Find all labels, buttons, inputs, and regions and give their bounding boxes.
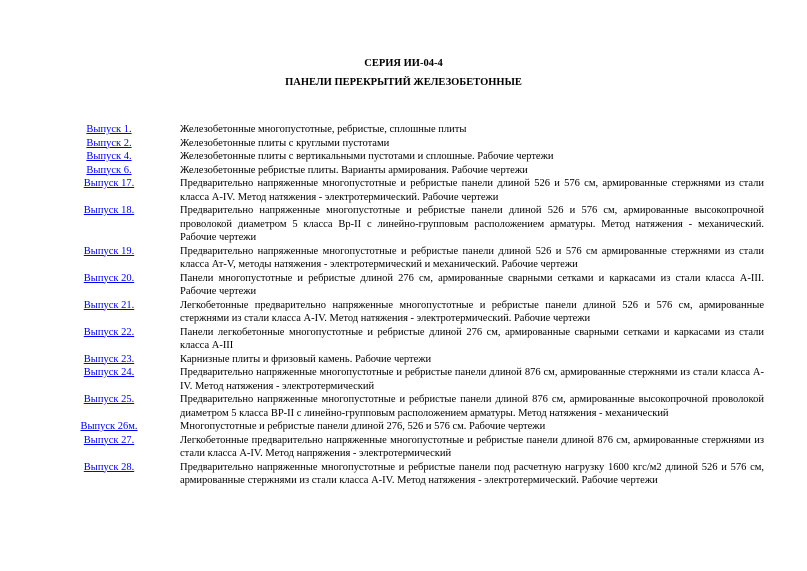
issue-description: Предварительно напряженные многопустотные и ребристые панели длиной 526 и 576 см, армированные стержнями из стали класса А-IV. Метод натяжения - электротермический. Рабочие чертежи: [180, 178, 764, 203]
issue-description: Железобетонные ребристые плиты. Варианты армирования. Рабочие чертежи: [180, 164, 528, 176]
list-item: [74, 164, 764, 178]
issue-description: Железобетонные многопустотные, ребристые, сплошные плиты: [180, 124, 467, 135]
issue-link-28[interactable]: Выпуск 28.: [83, 461, 135, 473]
issue-link-2[interactable]: Выпуск 2.: [86, 137, 132, 149]
list-item: [74, 245, 764, 272]
issue-link-19[interactable]: Выпуск 19.: [83, 245, 135, 257]
list-item: [74, 393, 764, 420]
issue-description: Карнизные плиты и фризовый камень. Рабочие чертежи: [180, 353, 432, 365]
issue-description: Панели многопустотные и ребристые длиной 276 см, армированные сварными сетками и каркасами из стали класса А-III. Рабочие чертежи: [180, 272, 764, 297]
list-item: [74, 420, 764, 434]
issue-description: Железобетонные плиты с круглыми пустотами: [180, 137, 390, 149]
issue-list: [74, 123, 764, 488]
issue-link-1[interactable]: Выпуск 1.: [86, 124, 132, 135]
list-item: [74, 326, 764, 353]
list-item: [74, 204, 764, 245]
list-item: [74, 272, 764, 299]
issue-link-27[interactable]: Выпуск 27.: [83, 434, 135, 446]
issue-description: Панели легкобетонные многопустотные и ребристые длиной 276 см, армированные сварными сетками и каркасами из стали класса А-III: [180, 326, 764, 351]
list-item: [74, 137, 764, 151]
issue-description: Предварительно напряженные многопустотные и ребристые панели длиной 876 см, армированные стержнями из стали класса А-IV. Метод натяжения - электротермический: [180, 367, 764, 392]
series-subtitle: ПАНЕЛИ ПЕРЕКРЫТИЙ ЖЕЛЕЗОБЕТОННЫЕ: [285, 77, 522, 88]
issue-description: Предварительно напряженные многопустотные и ребристые панели длиной 526 и 576 см армированные стержнями из стали класса Ат-V, методы натяжения - электротермический и механический. Рабочие чертежи: [180, 245, 764, 270]
issue-link-22[interactable]: Выпуск 22.: [83, 326, 135, 338]
issue-description: Легкобетонные предварительно напряженные многопустотные и ребристые панели длиной 876 см, армированные стержнями из стали класса А-IV. Метод напряжения - электротермический: [180, 434, 764, 459]
list-item: [74, 366, 764, 393]
issue-link-18[interactable]: Выпуск 18.: [83, 205, 135, 216]
issue-description: Предварительно напряженные многопустотные и ребристые панели длиной 526 и 576 см, армированные высокопрочной проволокой диаметром 5 класса Вр-II с линейно-групповым расположением арматуры. Метод натяжения - механический. Рабочие чертежи: [180, 205, 764, 243]
issue-description: Легкобетонные предварительно напряженные многопустотные и ребристые панели длиной 526 и 576 см, армированные стержнями из стали класса А-IV. Метод натяжения - электротермический. Рабочие чертежи: [180, 299, 764, 324]
issue-link-4[interactable]: Выпуск 4.: [86, 151, 132, 162]
issue-link-21[interactable]: Выпуск 21.: [83, 299, 135, 311]
list-item: [74, 150, 764, 164]
issue-link-17[interactable]: Выпуск 17.: [83, 178, 135, 189]
list-item: [74, 123, 764, 137]
issue-link-23[interactable]: Выпуск 23.: [83, 353, 135, 365]
list-item: [74, 299, 764, 326]
list-item: [74, 461, 764, 488]
issue-description: Предварительно напряженные многопустотные и ребристые панели под расчетную нагрузку 1600 кгс/м2 длиной 526 и 576 см, армированные стержнями из стали класса А-IV. Метод натяжения - электротермический. Рабочие чертежи: [180, 461, 764, 486]
issue-link-6[interactable]: Выпуск 6.: [86, 164, 132, 176]
list-item: [74, 177, 764, 204]
issue-description: Предварительно напряженные многопустотные и ребристые панели длиной 876 см, армированные высокопрочной проволокой диаметром 5 класса ВР-II с линейно-групповым расположением арматуры. Метод натяжения - механический: [180, 394, 764, 419]
issue-link-20[interactable]: Выпуск 20.: [83, 272, 135, 284]
series-title: СЕРИЯ ИИ-04-4: [364, 58, 443, 69]
issue-link-26m[interactable]: Выпуск 26м.: [80, 421, 138, 432]
issue-link-24[interactable]: Выпуск 24.: [83, 367, 135, 378]
issue-description: Многопустотные и ребристые панели длиной 276, 526 и 576 см. Рабочие чертежи: [180, 421, 546, 432]
issue-link-25[interactable]: Выпуск 25.: [83, 394, 135, 405]
list-item: [74, 353, 764, 367]
issue-description: Железобетонные плиты с вертикальными пустотами и сплошные. Рабочие чертежи: [180, 151, 554, 162]
list-item: [74, 434, 764, 461]
